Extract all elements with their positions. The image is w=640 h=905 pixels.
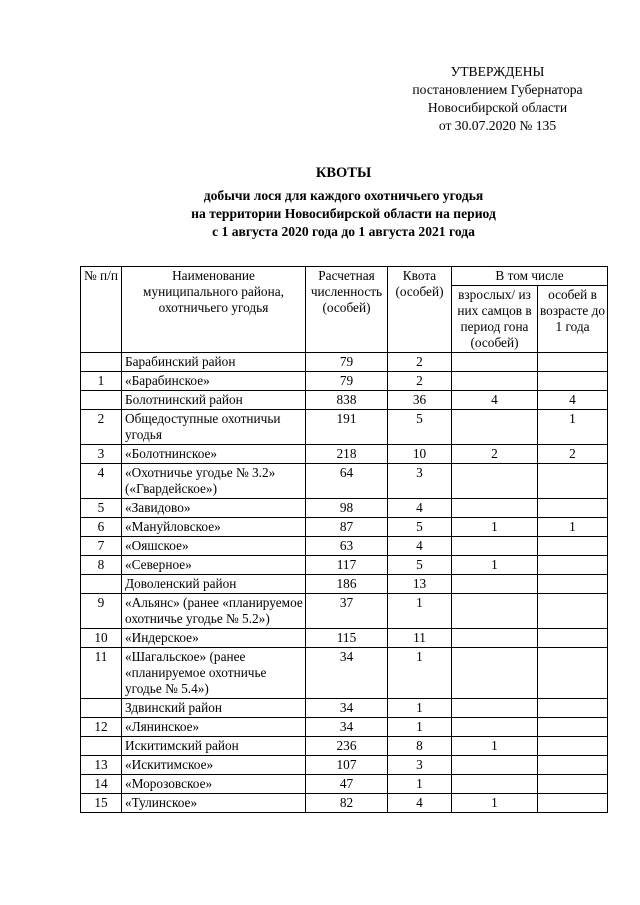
row-under-one [538, 775, 608, 794]
row-name: Доволенский район [122, 575, 306, 594]
table-body [81, 353, 608, 813]
row-name: «Искитимское» [122, 756, 306, 775]
row-adult-males [452, 648, 538, 699]
row-num: 1 [81, 372, 122, 391]
row-adult-males: 1 [452, 737, 538, 756]
quota-table [80, 266, 608, 813]
row-adult-males: 2 [452, 445, 538, 464]
row-quota: 1 [388, 699, 452, 718]
row-under-one [538, 537, 608, 556]
row-estimated: 838 [306, 391, 388, 410]
row-under-one [538, 556, 608, 575]
row-quota: 5 [388, 410, 452, 445]
row-num: 10 [81, 629, 122, 648]
row-quota: 8 [388, 737, 452, 756]
row-num [81, 353, 122, 372]
row-adult-males [452, 353, 538, 372]
row-num: 4 [81, 464, 122, 499]
row-estimated: 236 [306, 737, 388, 756]
row-num: 3 [81, 445, 122, 464]
row-num [81, 699, 122, 718]
title-heading: КВОТЫ [315, 165, 372, 181]
table-row [81, 775, 608, 794]
row-estimated: 79 [306, 353, 388, 372]
approval-authority: постановлением Губернатора [412, 82, 583, 97]
row-quota: 10 [388, 445, 452, 464]
table-row [81, 464, 608, 499]
row-adult-males [452, 537, 538, 556]
row-estimated: 82 [306, 794, 388, 813]
row-name: «Ояшское» [122, 537, 306, 556]
approval-date-number: от 30.07.2020 № 135 [438, 118, 557, 133]
header-num: № п/п [81, 267, 122, 353]
row-name: Искитимский район [122, 737, 306, 756]
row-name: «Барабинское» [122, 372, 306, 391]
table-row [81, 499, 608, 518]
row-name: «Северное» [122, 556, 306, 575]
row-name: Барабинский район [122, 353, 306, 372]
row-name: Болотнинский район [122, 391, 306, 410]
row-name: «Лянинское» [122, 718, 306, 737]
row-under-one [538, 629, 608, 648]
row-under-one [538, 737, 608, 756]
row-under-one: 1 [538, 410, 608, 445]
row-quota: 3 [388, 756, 452, 775]
approval-region: Новосибирской области [427, 100, 568, 115]
row-num: 14 [81, 775, 122, 794]
row-adult-males [452, 464, 538, 499]
row-num: 13 [81, 756, 122, 775]
row-estimated: 34 [306, 699, 388, 718]
row-estimated: 63 [306, 537, 388, 556]
table-row [81, 372, 608, 391]
table-row [81, 410, 608, 445]
row-name: Общедоступные охотничьи угодья [122, 410, 306, 445]
row-under-one [538, 594, 608, 629]
row-name: «Шагальское» (ранее «планируемое охотничье угодье № 5.4») [122, 648, 306, 699]
row-num: 6 [81, 518, 122, 537]
row-num [81, 737, 122, 756]
row-under-one [538, 372, 608, 391]
header-quota: Квота (особей) [388, 267, 452, 353]
row-name: «Завидово» [122, 499, 306, 518]
row-under-one: 4 [538, 391, 608, 410]
table-row [81, 575, 608, 594]
row-under-one [538, 353, 608, 372]
title-line-1: добычи лося для каждого охотничьего угодья [203, 188, 484, 203]
row-under-one [538, 756, 608, 775]
header-including: В том числе [452, 267, 608, 286]
row-under-one [538, 648, 608, 699]
row-adult-males [452, 629, 538, 648]
row-name: «Болотнинское» [122, 445, 306, 464]
approval-block [380, 63, 615, 135]
table-row [81, 737, 608, 756]
row-estimated: 79 [306, 372, 388, 391]
document-title [80, 164, 607, 241]
row-num [81, 575, 122, 594]
approval-status: УТВЕРЖДЕНЫ [450, 64, 545, 79]
row-num: 2 [81, 410, 122, 445]
row-quota: 4 [388, 499, 452, 518]
table-row [81, 353, 608, 372]
table-header [81, 267, 608, 353]
row-adult-males [452, 372, 538, 391]
header-under-one: особей в возрасте до 1 года [538, 286, 608, 353]
row-estimated: 64 [306, 464, 388, 499]
table-row [81, 537, 608, 556]
row-num: 15 [81, 794, 122, 813]
row-estimated: 117 [306, 556, 388, 575]
row-name: «Тулинское» [122, 794, 306, 813]
row-num [81, 391, 122, 410]
row-estimated: 37 [306, 594, 388, 629]
row-quota: 5 [388, 518, 452, 537]
row-quota: 13 [388, 575, 452, 594]
row-name: «Охотничье угодье № 3.2» («Гвардейское») [122, 464, 306, 499]
row-num: 11 [81, 648, 122, 699]
row-quota: 1 [388, 775, 452, 794]
row-name: «Морозовское» [122, 775, 306, 794]
row-adult-males: 4 [452, 391, 538, 410]
row-adult-males: 1 [452, 518, 538, 537]
row-estimated: 47 [306, 775, 388, 794]
row-name: «Индерское» [122, 629, 306, 648]
row-under-one: 1 [538, 518, 608, 537]
row-quota: 1 [388, 594, 452, 629]
row-adult-males [452, 575, 538, 594]
row-adult-males [452, 594, 538, 629]
row-estimated: 218 [306, 445, 388, 464]
row-quota: 2 [388, 353, 452, 372]
row-estimated: 115 [306, 629, 388, 648]
row-quota: 1 [388, 718, 452, 737]
row-adult-males [452, 499, 538, 518]
row-estimated: 87 [306, 518, 388, 537]
row-num: 12 [81, 718, 122, 737]
row-quota: 11 [388, 629, 452, 648]
row-adult-males [452, 699, 538, 718]
row-quota: 1 [388, 648, 452, 699]
row-adult-males [452, 775, 538, 794]
table-row [81, 518, 608, 537]
table-row [81, 629, 608, 648]
table-row [81, 556, 608, 575]
header-adult-males: взрослых/ из них самцов в период гона (особей) [452, 286, 538, 353]
row-under-one [538, 699, 608, 718]
table-row [81, 699, 608, 718]
title-line-2: на территории Новосибирской области на период [191, 206, 496, 221]
row-estimated: 98 [306, 499, 388, 518]
row-estimated: 186 [306, 575, 388, 594]
row-quota: 3 [388, 464, 452, 499]
row-under-one [538, 499, 608, 518]
row-name: «Альянс» (ранее «планируемое охотничье угодье № 5.2») [122, 594, 306, 629]
table-row [81, 594, 608, 629]
table-row [81, 794, 608, 813]
row-name: «Мануйловское» [122, 518, 306, 537]
header-estimated: Расчетная численность (особей) [306, 267, 388, 353]
table-row [81, 648, 608, 699]
row-adult-males [452, 756, 538, 775]
row-adult-males [452, 410, 538, 445]
row-under-one [538, 575, 608, 594]
table-row [81, 391, 608, 410]
row-under-one [538, 718, 608, 737]
row-under-one [538, 794, 608, 813]
table-row [81, 445, 608, 464]
row-under-one [538, 464, 608, 499]
table-row [81, 718, 608, 737]
row-adult-males [452, 718, 538, 737]
row-estimated: 34 [306, 718, 388, 737]
row-quota: 2 [388, 372, 452, 391]
row-adult-males: 1 [452, 556, 538, 575]
row-under-one: 2 [538, 445, 608, 464]
header-name: Наименование муниципального района, охотничьего угодья [122, 267, 306, 353]
row-adult-males: 1 [452, 794, 538, 813]
row-num: 5 [81, 499, 122, 518]
row-estimated: 34 [306, 648, 388, 699]
title-line-3: с 1 августа 2020 года до 1 августа 2021 года [212, 224, 475, 239]
row-estimated: 107 [306, 756, 388, 775]
row-estimated: 191 [306, 410, 388, 445]
row-num: 8 [81, 556, 122, 575]
row-num: 9 [81, 594, 122, 629]
row-quota: 36 [388, 391, 452, 410]
row-num: 7 [81, 537, 122, 556]
row-quota: 5 [388, 556, 452, 575]
row-quota: 4 [388, 794, 452, 813]
row-quota: 4 [388, 537, 452, 556]
row-name: Здвинский район [122, 699, 306, 718]
table-row [81, 756, 608, 775]
